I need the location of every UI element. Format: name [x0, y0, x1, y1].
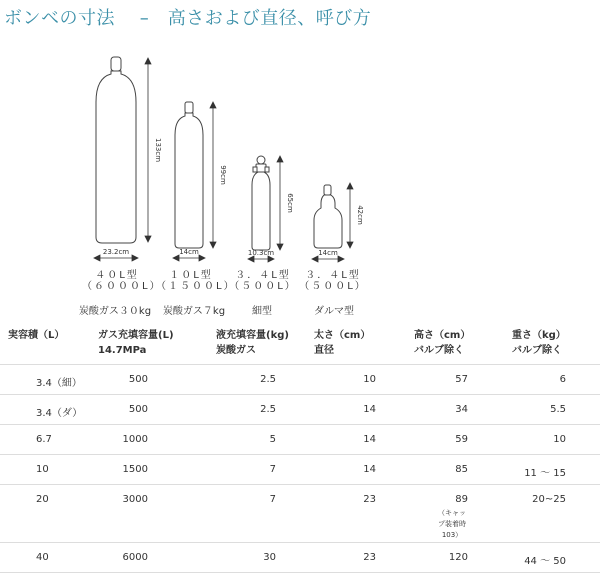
- cylinder-diagram: [0, 40, 600, 320]
- diameter-label-10l: 14cm: [179, 248, 199, 256]
- cell-volume: 20: [0, 485, 90, 543]
- cylinder-40l-liters: （６０００L）: [82, 281, 162, 292]
- cell-diameter: 23: [306, 543, 406, 573]
- cylinder-10l-volume: １０L型: [169, 270, 213, 281]
- cylinder-10l-gas: 炭酸ガス７kg: [162, 306, 226, 317]
- header-gas-capacity-line2: 14.7MPa: [98, 345, 147, 356]
- cell-volume: 40: [0, 543, 90, 573]
- cell-gas-capacity: 3000: [90, 485, 208, 543]
- header-diameter: [306, 322, 406, 365]
- spec-table: [0, 322, 600, 573]
- table-row: [0, 543, 600, 573]
- cylinder-slim-label: [226, 270, 300, 292]
- cylinder-40l-label: [82, 270, 162, 292]
- cell-gas-capacity: 1500: [90, 455, 208, 485]
- header-height: [406, 322, 504, 365]
- height-label-daruma: 42cm: [356, 205, 364, 225]
- cylinder-daruma-label: [296, 270, 370, 292]
- cylinder-daruma-gas: ダルマ型: [314, 306, 354, 317]
- cell-diameter: 23: [306, 485, 406, 543]
- height-label-40l: 133cm: [154, 137, 162, 163]
- header-liquid-capacity-line2: 炭酸ガス: [216, 345, 256, 356]
- header-diameter-line1: 太さ（cm）: [314, 330, 371, 341]
- height-label-10l: 99cm: [219, 165, 227, 185]
- cell-liquid-capacity: 2.5: [208, 395, 306, 425]
- cell-height: 57: [406, 365, 504, 395]
- header-liquid-capacity: [208, 322, 306, 365]
- cell-liquid-capacity: 2.5: [208, 365, 306, 395]
- cylinder-daruma-liters: （５００L）: [299, 281, 367, 292]
- cell-liquid-capacity: 7: [208, 485, 306, 543]
- cell-diameter: 10: [306, 365, 406, 395]
- cell-volume: 3.4（細）: [0, 365, 90, 395]
- table-row: [0, 455, 600, 485]
- cylinder-slim-liters: （５００L）: [229, 281, 297, 292]
- cell-height: 34: [406, 395, 504, 425]
- header-liquid-capacity-line1: 液充填容量(kg): [216, 330, 289, 341]
- cell-liquid-capacity: 7: [208, 455, 306, 485]
- cell-weight: 5.5: [504, 395, 600, 425]
- cylinder-3-4l-daruma-shape: [314, 185, 342, 248]
- header-gas-capacity-line1: ガス充填容量(L): [98, 330, 174, 341]
- cell-gas-capacity: 500: [90, 365, 208, 395]
- cell-height: 85: [406, 455, 504, 485]
- cylinder-40l-shape: [96, 57, 136, 243]
- cylinder-40l-gas: 炭酸ガス３０kg: [78, 306, 152, 317]
- cap-note: （キャップ装着時103）: [438, 509, 466, 539]
- cell-weight: 44 ～ 50: [504, 543, 600, 573]
- header-volume-line1: 実容積（L）: [8, 330, 65, 341]
- cell-height-value: 89: [455, 494, 468, 505]
- header-gas-capacity: [90, 322, 208, 365]
- table-row: [0, 425, 600, 455]
- header-weight-line1: 重さ（kg）: [512, 330, 566, 341]
- cell-liquid-capacity: 30: [208, 543, 306, 573]
- cylinder-slim-volume: ３．４L型: [235, 270, 291, 281]
- cell-volume: 3.4（ダ）: [0, 395, 90, 425]
- cell-gas-capacity: 500: [90, 395, 208, 425]
- cell-weight: 11 ～ 15: [504, 455, 600, 485]
- header-weight-line2: バルブ除く: [512, 345, 562, 356]
- page-title: ボンベの寸法 – 高さおよび直径、呼び方: [4, 8, 372, 29]
- header-volume: [0, 322, 90, 365]
- height-label-slim: 65cm: [286, 193, 294, 213]
- cylinder-10l-label: [156, 270, 236, 292]
- cell-diameter: 14: [306, 455, 406, 485]
- cell-height: 120: [406, 543, 504, 573]
- cell-gas-capacity: 1000: [90, 425, 208, 455]
- cell-height: 59: [406, 425, 504, 455]
- cell-volume: 6.7: [0, 425, 90, 455]
- cell-liquid-capacity: 5: [208, 425, 306, 455]
- cylinder-daruma-volume: ３．４L型: [305, 270, 361, 281]
- diameter-label-slim: 10.3cm: [247, 249, 275, 257]
- cylinder-3-4l-slim-shape: [252, 156, 270, 250]
- cylinder-10l-liters: （１５００L）: [156, 281, 236, 292]
- cylinder-10l-shape: [175, 102, 203, 248]
- cell-diameter: 14: [306, 395, 406, 425]
- cell-weight: 10: [504, 425, 600, 455]
- table-row: [0, 395, 600, 425]
- cell-gas-capacity: 6000: [90, 543, 208, 573]
- header-diameter-line2: 直径: [314, 345, 334, 356]
- cell-weight: 6: [504, 365, 600, 395]
- cell-volume: 10: [0, 455, 90, 485]
- table-row: [0, 365, 600, 395]
- table-header-row: [0, 322, 600, 365]
- table-row: [0, 485, 600, 543]
- header-height-line2: バルブ除く: [414, 345, 464, 356]
- cell-diameter: 14: [306, 425, 406, 455]
- diameter-label-daruma: 14cm: [318, 249, 338, 257]
- cell-weight: 20~25: [504, 485, 600, 543]
- header-height-line1: 高さ（cm）: [414, 330, 471, 341]
- cell-height: [406, 485, 504, 543]
- cylinder-40l-volume: ４０L型: [95, 270, 139, 281]
- cylinder-slim-gas: 細型: [252, 306, 272, 317]
- diameter-label-40l: 23.2cm: [102, 248, 130, 256]
- header-weight: [504, 322, 600, 365]
